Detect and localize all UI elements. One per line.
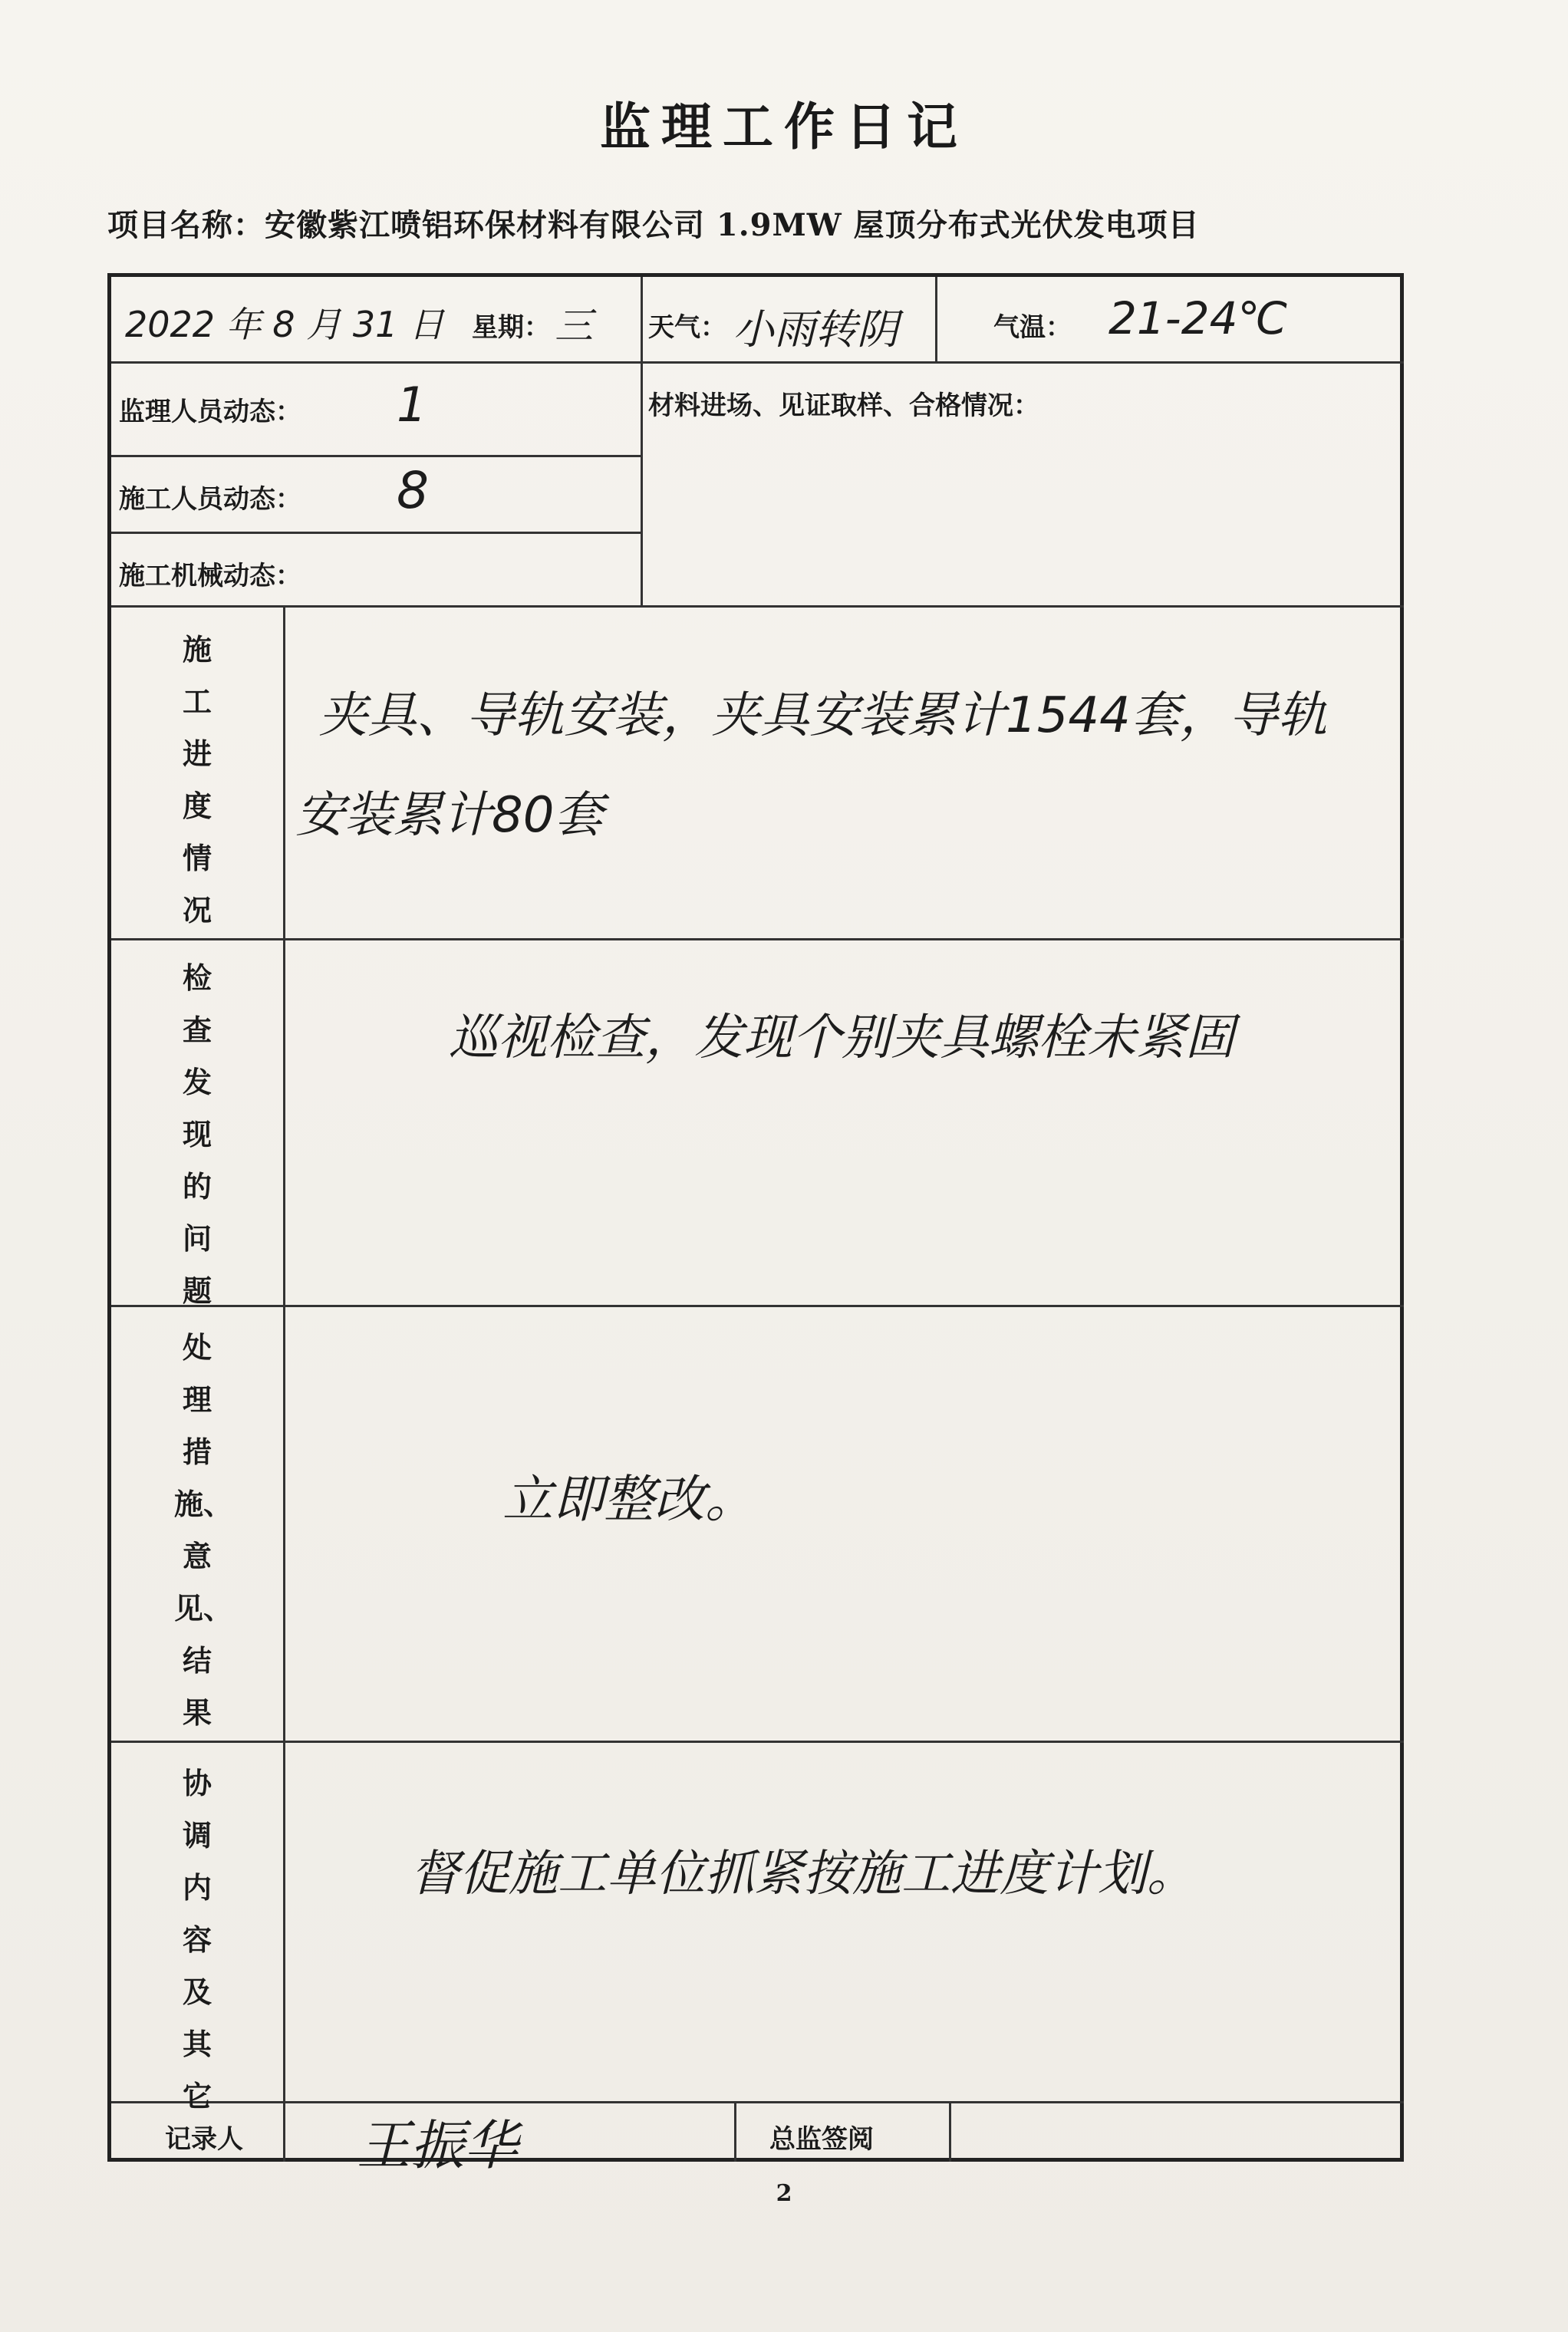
temperature-label: 气温： [993, 312, 1072, 343]
coordination-section-label: 协 调 内 容 及 其 它 [182, 1766, 212, 2113]
row-divider [111, 455, 641, 457]
worker-label: 施工人员动态： [119, 484, 301, 515]
measures-text: 立即整改。 [502, 1470, 756, 1529]
weather-value: 小雨转阴 [733, 305, 898, 354]
row-divider [111, 2101, 1404, 2103]
row-divider [111, 1305, 1404, 1307]
progress-text-line2: 安装累计80套 [295, 787, 604, 844]
col-divider [641, 277, 643, 605]
machinery-label: 施工机械动态： [119, 561, 301, 591]
row-divider [111, 361, 1404, 364]
temperature-value: 21-24℃ [1108, 292, 1288, 344]
project-name: 项目名称：安徽紫江喷铝环保材料有限公司 1.9MW 屋顶分布式光伏发电项目 [107, 207, 1200, 243]
weekday-label: 星期： [472, 312, 550, 343]
weather-label: 天气： [648, 312, 726, 343]
coordination-text: 督促施工单位抓紧按施工进度计划。 [410, 1846, 1196, 1902]
recorder-label: 记录人 [165, 2124, 243, 2155]
issues-text: 巡视检查，发现个别夹具螺栓未紧固 [449, 1010, 1234, 1066]
page-title: 监理工作日记 [600, 97, 968, 156]
weekday-value: 三 [555, 304, 593, 348]
worker-value: 8 [397, 461, 429, 520]
col-divider [949, 2101, 951, 2162]
chief-review-label: 总监签阅 [769, 2124, 874, 2155]
measures-section-label: 处 理 措 施、 意 见、 结 果 [174, 1330, 233, 1730]
row-divider [111, 938, 1404, 940]
recorder-signature: 王振华 [357, 2114, 518, 2177]
progress-text-line1: 夹具、导轨安装，夹具安装累计1544套，导轨 [318, 687, 1327, 744]
col-divider [734, 2101, 736, 2162]
date-value: 2022 年 8 月 31 日 [125, 304, 444, 345]
row-divider [111, 1741, 1404, 1743]
page-number: 2 [776, 2180, 792, 2207]
row-divider [111, 605, 1404, 608]
supervisor-value: 1 [397, 377, 427, 433]
issues-section-label: 检 查 发 现 的 问 题 [182, 960, 212, 1308]
row-divider [111, 532, 641, 534]
supervisor-label: 监理人员动态： [119, 397, 301, 427]
material-label: 材料进场、见证取样、合格情况： [648, 390, 1039, 421]
progress-section-label: 施 工 进 度 情 况 [182, 632, 212, 927]
col-divider [935, 277, 937, 361]
col-divider [283, 605, 285, 2162]
diary-table [107, 273, 1404, 2177]
